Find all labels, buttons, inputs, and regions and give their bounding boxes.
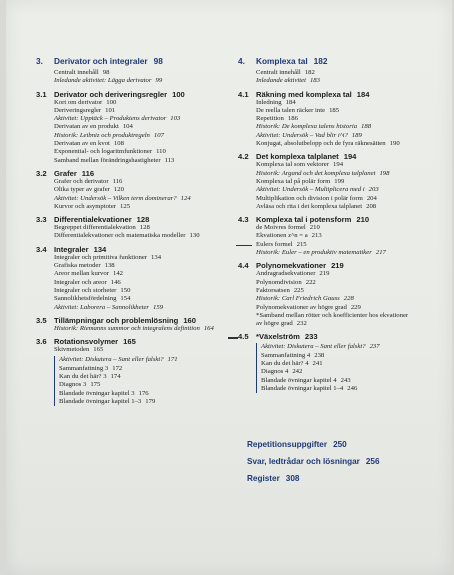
entry-title: Aktivitet: Undersök – Multiplicera med i bbox=[256, 186, 365, 194]
toc-entry[interactable] bbox=[36, 115, 241, 123]
toc-entry[interactable] bbox=[257, 377, 453, 385]
section-page: 194 bbox=[343, 152, 357, 162]
toc-entry[interactable] bbox=[36, 304, 241, 312]
final-title: Repetitionsuppgifter bbox=[247, 440, 328, 449]
toc-entry[interactable] bbox=[36, 157, 241, 165]
final-title: Svar, ledtrådar och lösningar bbox=[247, 457, 360, 466]
toc-entry[interactable] bbox=[55, 390, 241, 398]
entry-title: Integraler och areor bbox=[54, 278, 107, 286]
toc-entry[interactable] bbox=[257, 352, 453, 360]
toc-entry[interactable] bbox=[55, 398, 241, 406]
entry-title: Blandade övningar kapitel 1–3 bbox=[59, 397, 142, 405]
entry-title: Inledande aktivitet: Lägga derivator bbox=[54, 77, 152, 85]
toc-entry[interactable] bbox=[238, 232, 453, 240]
toc-entry[interactable] bbox=[238, 249, 453, 257]
toc-entry[interactable] bbox=[36, 140, 241, 148]
entry-title: Integraler och primitiva funktioner bbox=[54, 253, 148, 261]
entry-title: Sammanfattning 4 bbox=[261, 351, 311, 359]
entry-page: 150 bbox=[120, 286, 131, 294]
entry-page: 184 bbox=[285, 98, 296, 106]
entry-title: Differentialekvationer och matematiska modeller bbox=[54, 232, 186, 240]
toc-entry[interactable] bbox=[55, 381, 241, 389]
entry-title: Historik: Riemanns summor och integralens definition bbox=[54, 324, 200, 332]
entry-page: 100 bbox=[106, 98, 117, 106]
entry-title: Eulers formel bbox=[256, 240, 293, 248]
entry-page: 222 bbox=[305, 278, 316, 286]
entry-title: Avläsa och rita i det komplexa talplanet bbox=[256, 202, 363, 210]
entry-title: Sannolikhetsfördelning bbox=[54, 295, 117, 303]
toc-entry[interactable] bbox=[238, 304, 453, 312]
section-number: 4.1 bbox=[238, 89, 249, 99]
pencil-mark bbox=[236, 245, 252, 247]
section-page: 219 bbox=[331, 261, 344, 271]
entry-title: Areor mellan kurvor bbox=[54, 270, 109, 278]
chapter-title: Derivator och integraler bbox=[54, 56, 148, 66]
entry-page: 242 bbox=[292, 368, 303, 376]
final-entry[interactable] bbox=[247, 440, 380, 449]
section-number: 3.6 bbox=[36, 337, 47, 347]
entry-title: Andragradsekvationer bbox=[256, 270, 316, 278]
entry-page: 179 bbox=[145, 397, 156, 405]
entry-page: 243 bbox=[340, 376, 351, 384]
section-page: 160 bbox=[183, 315, 196, 325]
entry-page: 146 bbox=[110, 278, 121, 286]
entry-title: Polynomdivision bbox=[256, 278, 302, 286]
entry-title: Olika typer av grafer bbox=[54, 186, 110, 194]
chapter-heading[interactable] bbox=[36, 56, 241, 66]
entry-page: 189 bbox=[351, 131, 362, 139]
entry-title: Faktorsatsen bbox=[256, 286, 290, 294]
chapter-number: 3. bbox=[36, 56, 43, 66]
book-page bbox=[6, 0, 452, 575]
entry-title: Integraler och storheter bbox=[54, 286, 117, 294]
toc-entry[interactable] bbox=[36, 270, 241, 278]
entry-title: Kan du det här? 4 bbox=[261, 360, 309, 368]
entry-page: 154 bbox=[120, 295, 131, 303]
entry-page: 134 bbox=[151, 253, 162, 261]
toc-entry[interactable] bbox=[55, 373, 241, 381]
toc-entry[interactable] bbox=[238, 279, 453, 287]
entry-page: 128 bbox=[139, 224, 150, 232]
entry-page: 199 bbox=[334, 177, 345, 185]
section-title: Komplexa tal i potensform bbox=[256, 215, 352, 225]
section-number: 3.3 bbox=[36, 215, 47, 225]
entry-page: 246 bbox=[347, 384, 358, 392]
section-heading[interactable] bbox=[238, 332, 453, 341]
entry-page: 165 bbox=[93, 346, 104, 354]
entry-page: 208 bbox=[366, 202, 377, 210]
entry-title: Aktivitet: Upptäck – Produktens derivator bbox=[54, 115, 167, 123]
entry-page: 101 bbox=[105, 106, 116, 114]
entry-page: 142 bbox=[112, 270, 123, 278]
toc-entry[interactable] bbox=[36, 148, 241, 156]
entry-title: Komplexa tal på polär form bbox=[256, 177, 331, 185]
section-title: Differentialekvationer bbox=[54, 215, 132, 225]
entry-page: 110 bbox=[156, 148, 166, 156]
section-title: Derivator och deriveringsregler bbox=[54, 89, 168, 99]
entry-title: Aktivitet: Diskutera – Sant eller falskt? bbox=[59, 356, 164, 364]
section-heading[interactable] bbox=[238, 152, 453, 161]
entry-title: de Moivres formel bbox=[256, 224, 306, 232]
entry-title: Kort om derivator bbox=[54, 98, 103, 106]
entry-page: 171 bbox=[167, 356, 178, 364]
entry-page: 164 bbox=[203, 324, 214, 332]
final-page: 308 bbox=[285, 474, 300, 483]
entry-title: Komplexa tal som vektorer bbox=[256, 161, 329, 169]
entry-title: De reella talen räcker inte bbox=[256, 106, 326, 114]
entry-page: 175 bbox=[90, 381, 101, 389]
entry-title: *Samband mellan rötter och koefficienter hos ekvationer bbox=[256, 311, 409, 319]
section-page: 184 bbox=[356, 89, 370, 99]
toc-column-left bbox=[36, 56, 241, 406]
entry-title: Historik: Argand och det komplexa talplanet bbox=[256, 169, 376, 177]
section-title: *Växelström bbox=[256, 332, 300, 342]
entry-page: 238 bbox=[314, 351, 325, 359]
toc-entry[interactable] bbox=[238, 161, 453, 169]
entry-title: Sammanfattning 3 bbox=[59, 364, 109, 372]
entry-page: 98 bbox=[102, 69, 110, 76]
section-number: 4.4 bbox=[238, 261, 249, 271]
section-title: Tillämpningar och problemlösning bbox=[54, 315, 179, 325]
section-page: 116 bbox=[81, 168, 95, 178]
section-page: 134 bbox=[93, 244, 107, 254]
chapter-summary-box bbox=[256, 343, 453, 393]
entry-title: Exponential- och logaritmfunktioner bbox=[54, 148, 153, 156]
entry-title: Derivatan av en produkt bbox=[54, 123, 119, 131]
section-number: 3.2 bbox=[36, 168, 47, 178]
entry-page: 215 bbox=[296, 240, 307, 248]
entry-title: Diagnos 3 bbox=[59, 381, 87, 389]
toc-entry[interactable] bbox=[238, 107, 453, 115]
section-page: 165 bbox=[123, 337, 136, 347]
toc-entry[interactable] bbox=[238, 320, 453, 328]
section-heading[interactable] bbox=[238, 261, 453, 270]
toc-entry[interactable] bbox=[36, 69, 241, 77]
section-number: 3.1 bbox=[36, 89, 47, 99]
chapter-page: 98 bbox=[153, 56, 163, 66]
toc-entry[interactable] bbox=[238, 186, 453, 194]
section-title: Det komplexa talplanet bbox=[256, 152, 339, 162]
entry-page: 130 bbox=[189, 232, 200, 240]
entry-title: Historik: De komplexa talens historia bbox=[256, 123, 358, 131]
chapter-summary-box bbox=[54, 356, 241, 406]
entry-page: 182 bbox=[304, 69, 315, 76]
section-number: 4.3 bbox=[238, 215, 249, 225]
toc-entry[interactable] bbox=[36, 203, 241, 211]
toc-entry[interactable] bbox=[36, 186, 241, 194]
entry-title: Kan du det här? 3 bbox=[59, 373, 107, 381]
entry-page: 174 bbox=[110, 373, 121, 381]
section-heading[interactable] bbox=[36, 316, 241, 325]
section-title: Grafer bbox=[54, 168, 77, 178]
toc-entry[interactable] bbox=[55, 365, 241, 373]
entry-title: Aktivitet: Diskutera – Sant eller falskt? bbox=[261, 343, 366, 351]
section-title: Räkning med komplexa tal bbox=[256, 89, 352, 99]
entry-page: 108 bbox=[113, 140, 124, 148]
section-heading[interactable] bbox=[36, 215, 241, 224]
toc-entry[interactable] bbox=[36, 346, 241, 354]
final-title: Register bbox=[247, 474, 280, 483]
entry-title: Centralt innehåll bbox=[256, 69, 301, 76]
entry-title: Aktivitet: Undersök – Vad blir i^i? bbox=[256, 131, 348, 139]
entry-title: Grafiska metoder bbox=[54, 262, 101, 270]
entry-title: Begreppet differentialekvation bbox=[54, 224, 136, 232]
toc-entry[interactable] bbox=[238, 312, 453, 320]
toc-column-right bbox=[238, 56, 453, 393]
entry-page: 228 bbox=[343, 295, 354, 303]
entry-title: av högre grad bbox=[256, 320, 293, 328]
section-title: Polynomekvationer bbox=[256, 261, 327, 271]
entry-page: 237 bbox=[369, 343, 380, 351]
entry-page: 241 bbox=[312, 360, 323, 368]
entry-title: Samband mellan förändringshastigheter bbox=[54, 156, 161, 164]
chapter-heading[interactable] bbox=[238, 56, 453, 66]
entry-page: 104 bbox=[122, 123, 133, 131]
toc-entry[interactable] bbox=[36, 279, 241, 287]
entry-page: 229 bbox=[350, 303, 361, 311]
entry-page: 185 bbox=[329, 106, 340, 114]
entry-page: 113 bbox=[164, 156, 175, 164]
section-page: 100 bbox=[172, 89, 185, 99]
toc-entry[interactable] bbox=[55, 356, 241, 364]
section-title: Integraler bbox=[54, 244, 89, 254]
final-entry[interactable] bbox=[247, 474, 380, 483]
toc-entry[interactable] bbox=[257, 385, 453, 393]
section-heading[interactable] bbox=[238, 215, 453, 224]
toc-entry[interactable] bbox=[257, 360, 453, 368]
entry-page: 125 bbox=[120, 202, 131, 210]
section-heading[interactable] bbox=[238, 90, 453, 99]
entry-title: Deriveringsregler bbox=[54, 106, 102, 114]
toc-entry[interactable] bbox=[238, 295, 453, 303]
entry-page: 210 bbox=[309, 224, 320, 232]
entry-page: 194 bbox=[333, 161, 344, 169]
entry-page: 103 bbox=[170, 115, 181, 123]
entry-title: Repetition bbox=[256, 115, 284, 123]
entry-title: Kurvor och asymptoter bbox=[54, 202, 117, 210]
section-number: 4.5 bbox=[238, 332, 249, 342]
toc-entry[interactable] bbox=[36, 232, 241, 240]
toc-entry[interactable] bbox=[238, 69, 453, 77]
toc-entry[interactable] bbox=[238, 140, 453, 148]
section-page: 233 bbox=[304, 332, 318, 342]
toc-final-entries bbox=[247, 440, 380, 491]
entry-title: Aktivitet: Laborera – Sannolikheter bbox=[54, 303, 150, 311]
entry-title: Derivatan av en kvot bbox=[54, 140, 110, 148]
entry-page: 203 bbox=[368, 186, 379, 194]
final-entry[interactable] bbox=[247, 457, 380, 466]
entry-page: 159 bbox=[153, 303, 164, 311]
section-page: 210 bbox=[356, 215, 370, 225]
entry-title: Blandade övningar kapitel 4 bbox=[261, 376, 337, 384]
section-number: 3.5 bbox=[36, 315, 47, 325]
toc-entry[interactable] bbox=[238, 77, 453, 85]
toc-entry[interactable] bbox=[238, 115, 453, 123]
entry-page: 116 bbox=[112, 177, 123, 185]
entry-page: 183 bbox=[309, 77, 320, 85]
entry-page: 188 bbox=[361, 123, 372, 131]
toc-entry[interactable] bbox=[257, 368, 453, 376]
entry-page: 138 bbox=[104, 262, 115, 270]
toc-entry[interactable] bbox=[36, 123, 241, 131]
entry-title: Blandade övningar kapitel 1–4 bbox=[261, 384, 344, 392]
section-heading[interactable] bbox=[36, 169, 241, 178]
toc-entry[interactable] bbox=[36, 107, 241, 115]
pencil-mark bbox=[228, 337, 238, 339]
entry-title: Skivmetoden bbox=[54, 346, 90, 354]
toc-entry[interactable] bbox=[36, 99, 241, 107]
entry-title: Historik: Euler – en produktiv matematiker bbox=[256, 249, 372, 257]
entry-page: 217 bbox=[375, 249, 386, 257]
toc-entry[interactable] bbox=[238, 203, 453, 211]
section-heading[interactable] bbox=[36, 337, 241, 346]
entry-page: 99 bbox=[155, 77, 163, 85]
entry-title: Blandade övningar kapitel 3 bbox=[59, 389, 135, 397]
chapter-page: 182 bbox=[313, 56, 328, 66]
entry-page: 120 bbox=[113, 186, 124, 194]
entry-page: 124 bbox=[180, 194, 191, 202]
toc-entry[interactable] bbox=[36, 262, 241, 270]
entry-page: 204 bbox=[366, 194, 377, 202]
entry-title: Ekvationen z^n = a bbox=[256, 232, 308, 240]
section-heading[interactable] bbox=[36, 245, 241, 254]
toc-entry[interactable] bbox=[36, 195, 241, 203]
toc-entry[interactable] bbox=[36, 254, 241, 262]
final-page: 256 bbox=[365, 457, 380, 466]
toc-entry[interactable] bbox=[238, 224, 453, 232]
entry-title: Historik: Carl Friedrich Gauss bbox=[256, 295, 340, 303]
chapter-title: Komplexa tal bbox=[256, 56, 308, 66]
entry-page: 213 bbox=[311, 232, 322, 240]
toc-entry[interactable] bbox=[238, 99, 453, 107]
entry-page: 198 bbox=[379, 169, 390, 177]
toc-entry[interactable] bbox=[36, 77, 241, 85]
entry-title: Historik: Leibniz och produktregeln bbox=[54, 131, 150, 139]
toc-entry[interactable] bbox=[238, 170, 453, 178]
toc-entry[interactable] bbox=[238, 195, 453, 203]
section-page: 128 bbox=[136, 215, 150, 225]
toc-entry[interactable] bbox=[238, 241, 453, 249]
section-number: 3.4 bbox=[36, 244, 47, 254]
section-title: Rotationsvolymer bbox=[54, 337, 119, 347]
entry-title: Inledande aktivitet bbox=[256, 77, 306, 85]
section-number: 4.2 bbox=[238, 152, 249, 162]
toc-entry[interactable] bbox=[238, 287, 453, 295]
toc-entry[interactable] bbox=[36, 178, 241, 186]
toc-entry[interactable] bbox=[238, 270, 453, 278]
entry-title: Centralt innehåll bbox=[54, 69, 99, 76]
toc-entry[interactable] bbox=[36, 325, 241, 333]
section-heading[interactable] bbox=[36, 90, 241, 99]
entry-page: 219 bbox=[319, 270, 330, 278]
toc-entry[interactable] bbox=[36, 224, 241, 232]
entry-title: Aktivitet: Undersök – Vilken term dominerar? bbox=[54, 194, 177, 202]
entry-page: 107 bbox=[153, 131, 164, 139]
entry-title: Konjugat, absolutbelopp och de fyra räknesätten bbox=[256, 140, 386, 148]
entry-page: 190 bbox=[389, 140, 400, 148]
final-page: 250 bbox=[333, 440, 347, 449]
toc-entry[interactable] bbox=[36, 295, 241, 303]
entry-title: Multiplikation och division i polär form bbox=[256, 194, 363, 202]
entry-title: Inledning bbox=[256, 98, 282, 106]
toc-entry[interactable] bbox=[238, 132, 453, 140]
entry-page: 186 bbox=[287, 115, 298, 123]
toc-entry[interactable] bbox=[238, 178, 453, 186]
toc-entry[interactable] bbox=[36, 287, 241, 295]
entry-page: 176 bbox=[138, 389, 149, 397]
entry-title: Polynomekvationer av högre grad bbox=[256, 303, 347, 311]
toc-entry[interactable] bbox=[257, 343, 453, 351]
toc-entry[interactable] bbox=[36, 132, 241, 140]
entry-title: Grafer och derivator bbox=[54, 177, 109, 185]
entry-page: 225 bbox=[293, 286, 304, 294]
entry-page: 232 bbox=[296, 320, 307, 328]
entry-title: Diagnos 4 bbox=[261, 368, 289, 376]
chapter-number: 4. bbox=[238, 56, 245, 66]
toc-entry[interactable] bbox=[238, 123, 453, 131]
entry-page: 172 bbox=[112, 364, 123, 372]
